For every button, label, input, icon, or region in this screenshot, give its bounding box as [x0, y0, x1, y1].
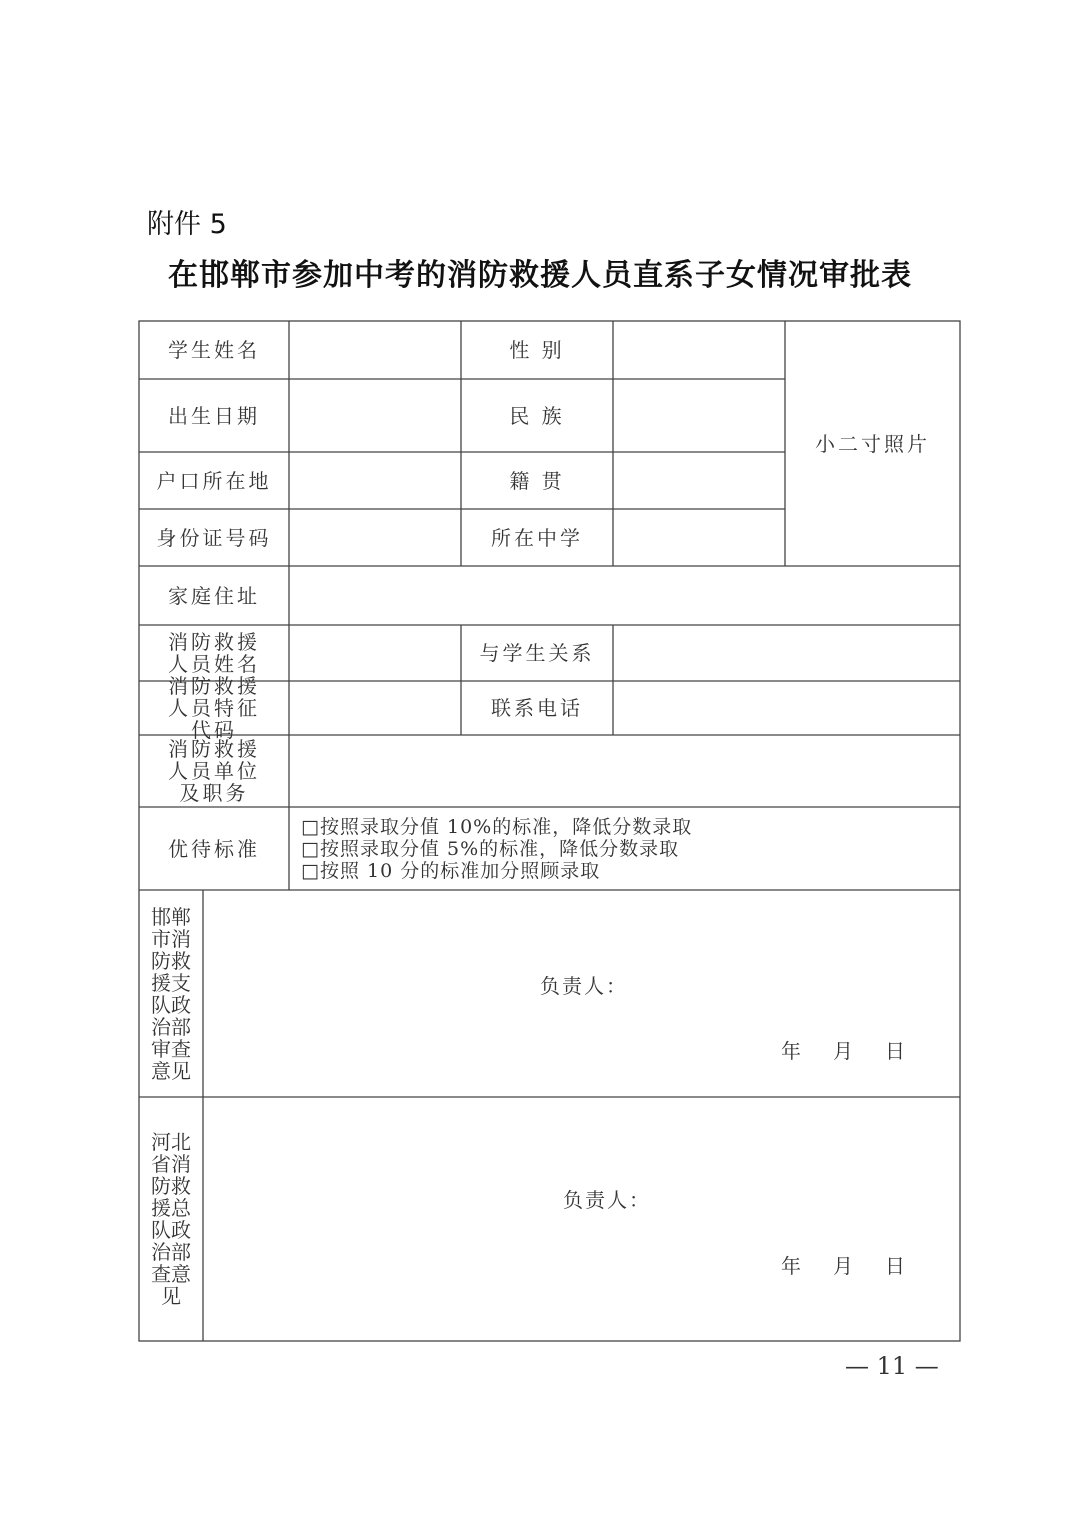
relation-label: 与学生关系	[479, 641, 595, 665]
native-place-label: 籍 贯	[509, 468, 565, 493]
ethnicity-label: 民 族	[509, 403, 565, 428]
hebei-date: 年 月 日	[781, 1254, 905, 1278]
student-name-field[interactable]	[289, 321, 461, 379]
handan-review-area[interactable]	[203, 890, 960, 1097]
hebei-responsible: 负责人：	[563, 1188, 651, 1212]
option-10-percent[interactable]: □按照录取分值 10%的标准，降低分数录取	[301, 815, 693, 838]
rescuer-code-label: 消防救援人员特征代码	[168, 674, 260, 742]
birth-date-field[interactable]	[289, 379, 461, 452]
student-name-label: 学生姓名	[168, 338, 260, 362]
attachment-label: 附件 5	[147, 209, 227, 240]
photo-box[interactable]: 小二寸照片	[815, 431, 930, 456]
phone-field[interactable]	[613, 681, 960, 735]
hebei-review-label: 河北省消防救援总队政治部查意见	[151, 1130, 191, 1308]
gender-field[interactable]	[613, 321, 785, 379]
hebei-review-area[interactable]	[203, 1097, 960, 1341]
hukou-field[interactable]	[289, 452, 461, 509]
option-5-percent[interactable]: □按照录取分值 5%的标准，降低分数录取	[301, 837, 680, 860]
home-address-label: 家庭住址	[168, 583, 260, 608]
handan-date: 年 月 日	[781, 1039, 905, 1063]
option-10-points[interactable]: □按照 10 分的标准加分照顾录取	[301, 859, 601, 882]
phone-label: 联系电话	[491, 696, 583, 720]
handan-review-label: 邯郸市消防救援支队政治部审查意见	[151, 904, 191, 1083]
preferential-label: 优待标准	[168, 836, 260, 861]
page-number: — 11 —	[845, 1352, 939, 1380]
rescuer-name-field[interactable]	[289, 625, 461, 681]
school-field[interactable]	[613, 509, 785, 566]
handan-responsible: 负责人：	[540, 974, 628, 998]
relation-field[interactable]	[613, 625, 960, 681]
rescuer-code-field[interactable]	[289, 681, 461, 735]
preferential-options	[289, 807, 960, 890]
birth-date-label: 出生日期	[168, 403, 260, 428]
ethnicity-field[interactable]	[613, 379, 785, 452]
rescuer-unit-field[interactable]	[289, 735, 960, 807]
gender-label: 性 别	[509, 338, 565, 362]
form-title: 在邯郸市参加中考的消防救援人员直系子女情况审批表	[168, 258, 912, 293]
id-number-label: 身份证号码	[156, 525, 272, 550]
home-address-field[interactable]	[289, 566, 960, 625]
rescuer-unit-label: 消防救援人员单位及职务	[168, 737, 260, 805]
rescuer-name-label: 消防救援人员姓名	[168, 630, 260, 676]
hukou-label: 户口所在地	[156, 468, 272, 493]
native-place-field[interactable]	[613, 452, 785, 509]
id-number-field[interactable]	[289, 509, 461, 566]
school-label: 所在中学	[491, 525, 583, 550]
